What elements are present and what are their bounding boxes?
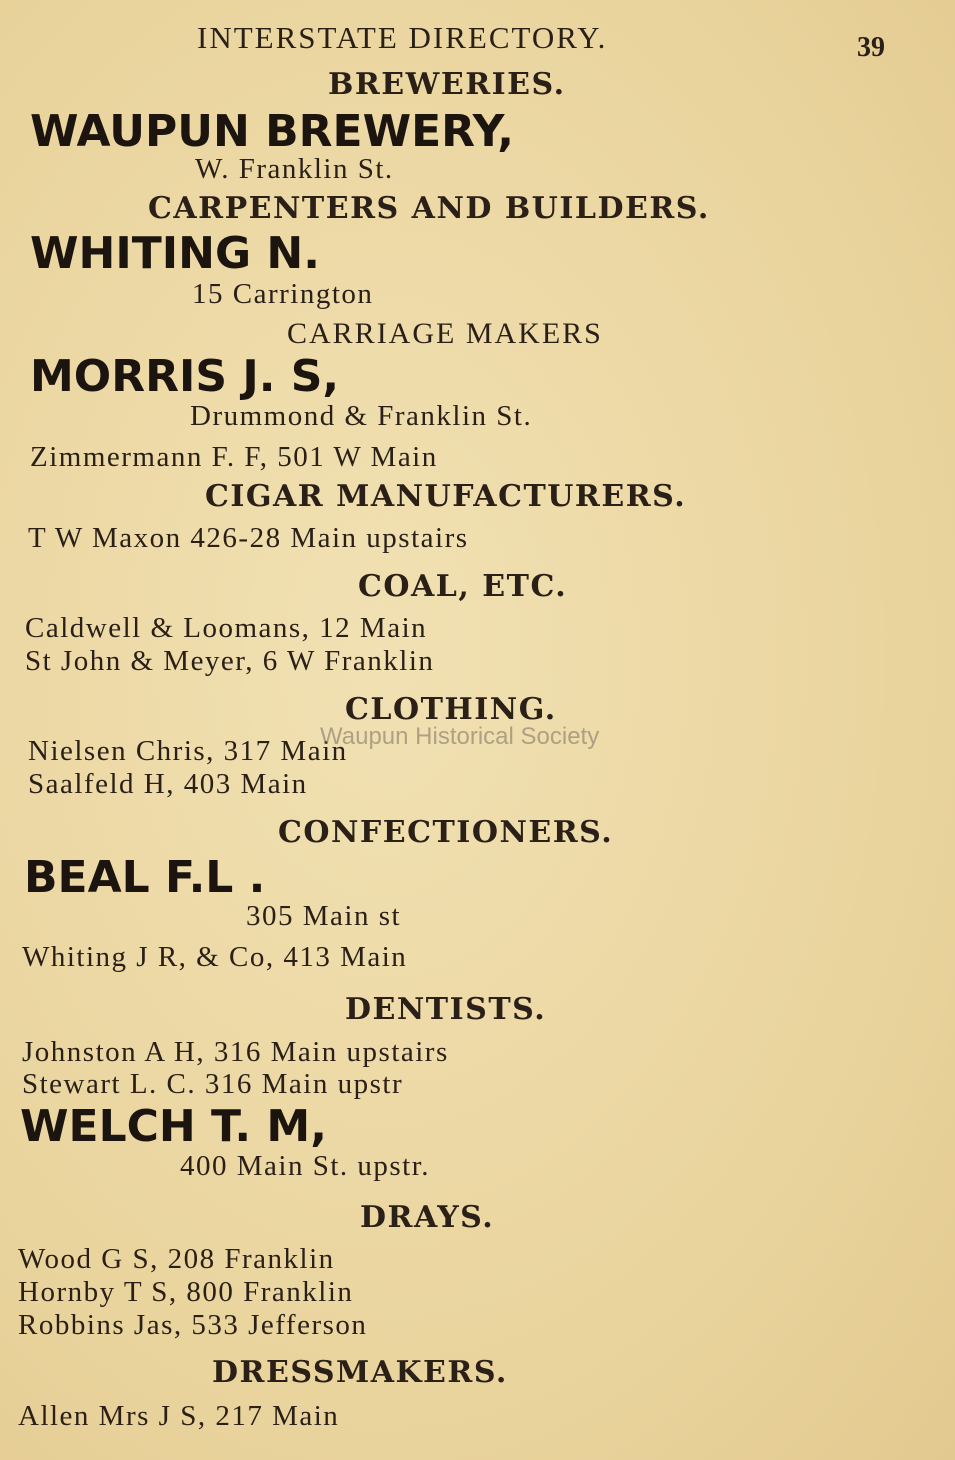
listing-beal: BEAL F.L . [24, 852, 266, 903]
running-title: INTERSTATE DIRECTORY. [197, 20, 608, 55]
listing-whiting-n: WHITING N. [30, 228, 320, 279]
listing-zimmermann: Zimmermann F. F, 501 W Main [30, 441, 438, 473]
section-heading-cigar: CIGAR MANUFACTURERS. [205, 479, 687, 514]
listing-address: 400 Main St. upstr. [180, 1150, 431, 1182]
listing-saalfeld: Saalfeld H, 403 Main [28, 768, 308, 800]
section-heading-dentists: DENTISTS. [345, 992, 547, 1027]
listing-wood: Wood G S, 208 Franklin [18, 1243, 335, 1275]
listing-stjohn: St John & Meyer, 6 W Franklin [25, 645, 435, 677]
listing-morris: MORRIS J. S, [30, 351, 340, 402]
section-heading-clothing: CLOTHING. [345, 692, 557, 727]
listing-hornby: Hornby T S, 800 Franklin [18, 1276, 354, 1308]
listing-maxon: T W Maxon 426-28 Main upstairs [28, 522, 469, 554]
listing-address: 15 Carrington [192, 278, 374, 310]
section-heading-breweries: BREWERIES. [328, 67, 566, 102]
listing-welch: WELCH T. M, [20, 1101, 327, 1152]
listing-whiting-jr: Whiting J R, & Co, 413 Main [22, 941, 408, 973]
listing-address: W. Franklin St. [195, 153, 394, 185]
listing-allen: Allen Mrs J S, 217 Main [18, 1400, 340, 1432]
section-heading-carpenters: CARPENTERS AND BUILDERS. [148, 191, 710, 226]
section-heading-coal: COAL, ETC. [358, 569, 568, 604]
watermark: Waupun Historical Society [320, 723, 600, 750]
listing-caldwell: Caldwell & Loomans, 12 Main [25, 612, 428, 644]
listing-waupun-brewery: WAUPUN BREWERY, [30, 106, 514, 157]
section-heading-drays: DRAYS. [360, 1200, 495, 1235]
section-heading-dressmakers: DRESSMAKERS. [212, 1355, 508, 1390]
listing-robbins: Robbins Jas, 533 Jefferson [18, 1309, 368, 1341]
listing-address: Drummond & Franklin St. [190, 400, 533, 432]
section-heading-carriage: CARRIAGE MAKERS [287, 317, 603, 350]
section-heading-confectioners: CONFECTIONERS. [278, 815, 614, 850]
listing-johnston: Johnston A H, 316 Main upstairs [22, 1036, 449, 1068]
listing-nielsen: Nielsen Chris, 317 Main [28, 735, 348, 767]
page-number: 39 [857, 32, 885, 63]
listing-stewart: Stewart L. C. 316 Main upstr [22, 1068, 404, 1100]
listing-address: 305 Main st [246, 900, 402, 932]
